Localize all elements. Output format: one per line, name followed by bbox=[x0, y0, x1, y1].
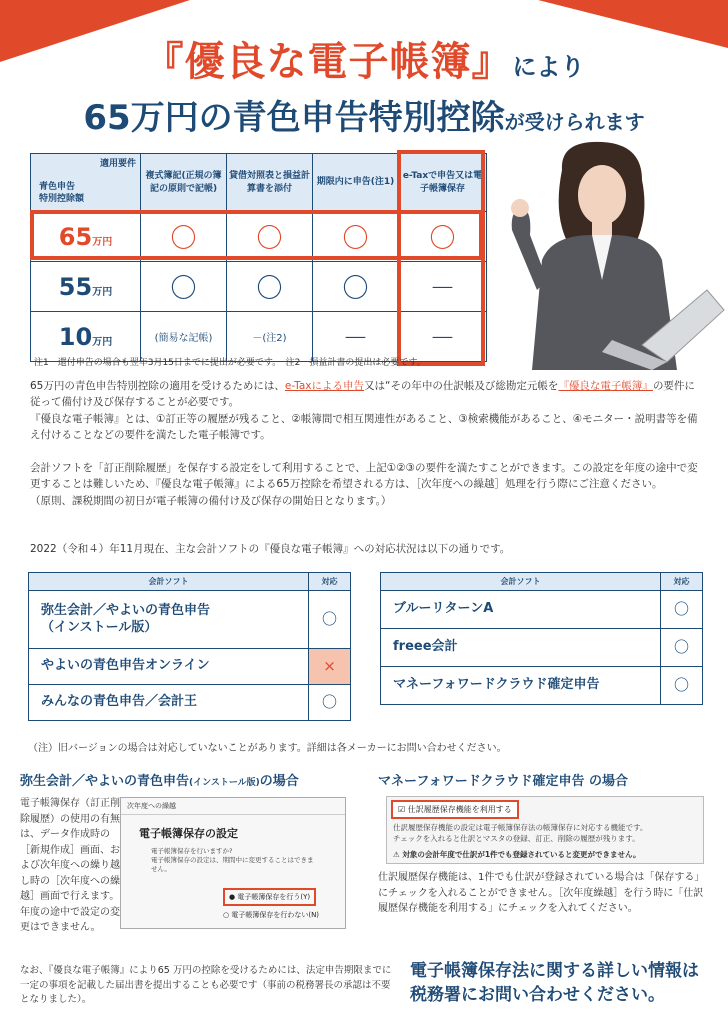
businesswoman-illustration bbox=[492, 140, 728, 370]
software-name: freee会計 bbox=[381, 629, 661, 667]
header-software: 会計ソフト bbox=[381, 573, 661, 591]
dialog-question: 電子帳簿保存を行いますか? bbox=[151, 847, 233, 855]
subtitle-suffix: が受けられます bbox=[504, 110, 645, 134]
status-mark: 〇 bbox=[661, 591, 703, 629]
table-corner bbox=[31, 154, 141, 212]
status-mark: 〇 bbox=[661, 667, 703, 705]
dialog-tab: 次年度への繰越 bbox=[121, 798, 345, 815]
software-table-right bbox=[380, 572, 703, 705]
table-note: 注1 還付申告の場合も翌年3月15日までに提出が必要です。 注2 損益計書の提出は必要です。 bbox=[34, 358, 426, 368]
radio-save-no[interactable]: ○ 電子帳簿保存を行わない(N) bbox=[223, 911, 320, 919]
status-mark: 〇 bbox=[309, 591, 351, 649]
header-status: 対応 bbox=[661, 573, 703, 591]
table-cell: 〇 bbox=[227, 262, 313, 312]
table-cell: 〇 bbox=[141, 262, 227, 312]
title-suffix: により bbox=[512, 53, 585, 81]
version-note: （注）旧バージョンの場合は対応していないことがあります。詳細は各メーカーにお問い合わせください。 bbox=[28, 743, 507, 754]
mf-settings-desc: 仕訳履歴保存機能の設定は電子帳簿保存法の帳簿保存に対応する機能です。 チェックを入れると仕訳とマスタの登録、訂正、削除の履歴が残ります。 bbox=[393, 823, 648, 843]
subtitle-main: 65万円の青色申告特別控除 bbox=[83, 98, 505, 138]
intro-line1: 65万円の青色申告特別控除の適用を受けるためには、e-Taxによる申告又は“その年中の仕訳帳及び総勘定元帳を『優良な電子帳簿』の要件に従って備付け及び保存することが必要です。 bbox=[30, 380, 695, 409]
status-mark: 〇 bbox=[661, 629, 703, 667]
table-row bbox=[381, 629, 703, 667]
table-cell: 〇 bbox=[227, 212, 313, 262]
dialog-heading: 電子帳簿保存の設定 bbox=[139, 827, 238, 840]
etax-link[interactable]: e-Taxによる申告 bbox=[284, 380, 364, 392]
table-cell: － bbox=[313, 312, 399, 362]
table-cell: 〇 bbox=[313, 212, 399, 262]
corner-bottom: 青色申告 特別控除額 bbox=[39, 181, 85, 204]
table-cell: － bbox=[399, 312, 487, 362]
software-name: やよいの青色申告オンライン bbox=[29, 649, 309, 685]
mf-description: 仕訳履歴保存機能は、1件でも仕訳が登録されている場合は「保存する」にチェックを入れることができません。［次年度繰越］を行う時に「仕訳履歴保存機能を利用する」にチェックを入れてください。 bbox=[378, 872, 704, 914]
corner-top: 適用要件 bbox=[99, 159, 136, 169]
table-cell: －(注2) bbox=[227, 312, 313, 362]
header-double-entry: 複式簿記(正規の簿記の原則で記帳) bbox=[141, 154, 227, 212]
status-paragraph: 2022（令和４）年11月現在、主な会計ソフトの『優良な電子帳簿』への対応状況は以下の通りです。 bbox=[30, 543, 511, 555]
software-name: みんなの青色申告／会計王 bbox=[29, 685, 309, 721]
header-software: 会計ソフト bbox=[29, 573, 309, 591]
page-title bbox=[0, 30, 728, 87]
dialog-warning: 電子帳簿保存の設定は、期間中に変更することはできません。 bbox=[151, 856, 314, 874]
page-subtitle bbox=[0, 90, 728, 139]
table-row bbox=[29, 649, 351, 685]
title-quote: 『優良な電子帳簿』 bbox=[143, 39, 513, 85]
yayoi-section-title: 弥生会計／やよいの青色申告(インストール版)の場合 bbox=[20, 774, 299, 789]
table-row bbox=[29, 591, 351, 649]
amount-cell: 10万円 bbox=[31, 312, 141, 362]
intro-line2: 『優良な電子帳簿』とは、①訂正等の履歴が残ること、②帳簿間で相互関連性があること、③検索機能があること、④モニター・説明書等を備え付けることなどの要件を満たした電子帳簿です。 bbox=[30, 412, 698, 441]
header-status: 対応 bbox=[309, 573, 351, 591]
highlight-etax-column bbox=[397, 150, 485, 366]
table-cell: － bbox=[399, 262, 487, 312]
software-name: ブルーリターンA bbox=[381, 591, 661, 629]
amount-cell: 65万円 bbox=[31, 212, 141, 262]
history-checkbox[interactable]: ☑ 仕訳履歴保存機能を利用する bbox=[391, 800, 519, 819]
software-paragraph: 会計ソフトを「訂正削除履歴」を保存する設定をして利用することで、上記①②③の要件を満たすことができます。この設定を年度の途中で変更することは難しいため、『優良な電子帳簿』による65万控除を希望される方は、［次年度への繰越］処理を行う際にご注意ください。 （原則、課税期間の初日が電子帳簿の備付け及び保存の開始日となります。） bbox=[30, 462, 698, 507]
intro-paragraph bbox=[30, 378, 702, 443]
header-balance-sheet: 貸借対照表と損益計算書を添付 bbox=[227, 154, 313, 212]
mf-settings-screenshot bbox=[386, 796, 704, 864]
footer-contact: 電子帳簿保存法に関する詳しい情報は税務署にお問い合わせください。 bbox=[410, 961, 699, 1005]
table-cell: 〇 bbox=[399, 212, 487, 262]
mf-warning: ⚠ 対象の会計年度で仕訳が1件でも登録されていると変更ができません。 bbox=[393, 850, 641, 859]
table-row bbox=[381, 591, 703, 629]
table-cell: 〇 bbox=[141, 212, 227, 262]
table-cell: 〇 bbox=[313, 262, 399, 312]
status-mark: × bbox=[309, 649, 351, 685]
software-table-left bbox=[28, 572, 351, 721]
software-name: マネーフォワードクラウド確定申告 bbox=[381, 667, 661, 705]
yayoi-dialog-screenshot bbox=[120, 797, 346, 929]
table-row bbox=[381, 667, 703, 705]
header-etax: e-Taxで申告又は電子帳簿保存 bbox=[399, 154, 487, 212]
yayoi-description: 電子帳簿保存（訂正削除履歴）の使用の有無は、データ作成時の［新規作成］画面、および次年度への繰り越し時の［次年度への繰越］画面で行えます。年度の途中で設定の変更はできません。 bbox=[20, 798, 120, 933]
good-ebook-link[interactable]: 『優良な電子帳簿』 bbox=[558, 380, 653, 392]
amount-cell: 55万円 bbox=[31, 262, 141, 312]
header-deadline: 期限内に申告(注1) bbox=[313, 154, 399, 212]
footer-note: なお、『優良な電子帳簿』により65 万円の控除を受けるためには、法定申告期限までに一定の事項を記載した届出書を提出することも必要です（事前の税務署長の承認は不要となりました）。 bbox=[20, 965, 392, 1006]
table-row bbox=[29, 685, 351, 721]
table-cell: (簡易な記帳) bbox=[141, 312, 227, 362]
radio-save-yes[interactable]: ● 電子帳簿保存を行う(Y) bbox=[223, 888, 316, 906]
mf-section-title: マネーフォワードクラウド確定申告 の場合 bbox=[378, 774, 628, 789]
software-name: 弥生会計／やよいの青色申告 （インストール版） bbox=[29, 591, 309, 649]
status-mark: 〇 bbox=[309, 685, 351, 721]
